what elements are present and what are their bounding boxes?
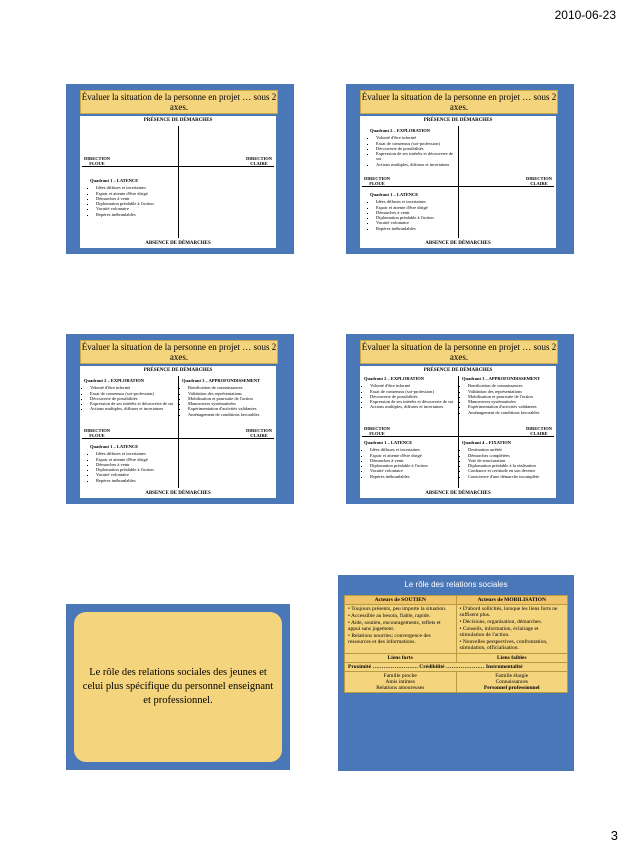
list-item: ▪ Manoeuvres systématisées (468, 399, 554, 404)
slide-2 (346, 84, 574, 254)
list-item: ▪ Vacuité volontaire (370, 468, 454, 473)
page-number: 3 (610, 828, 618, 843)
list-item: ▪ Diplomation préalable à l'action (96, 201, 174, 206)
quadrant-chart (80, 366, 276, 498)
quadrant-list (462, 383, 554, 415)
axis-line: Proximité ……………………. Crédibilité ………………… Instrumentalité (345, 663, 568, 672)
slide-title: Évaluer la situation de la personne en projet … sous 2 axes. (81, 92, 277, 112)
chart-top: PRÉSENCE DE DÉMARCHES (423, 368, 493, 373)
list-item: ▪ Manoeuvres systématisées (188, 401, 274, 406)
quadrant-list (364, 383, 454, 409)
chart-bottom: ABSENCE DE DÉMARCHES (145, 491, 211, 496)
date: 2010-06-23 (554, 8, 616, 22)
list-item: ▪ Validation des représentations (468, 389, 554, 394)
quadrant-exploration (364, 376, 454, 410)
quadrant-list (364, 447, 454, 479)
slide-title-box (80, 340, 278, 364)
liens-forts: Liens forts (345, 654, 457, 663)
list-item: ▪ Essai de consensus (soi-profession) (90, 391, 174, 396)
list-item: ▪ Diplomation préalable à l'action (370, 463, 454, 468)
quadrant-title: Quadrant 1 – LATENCE (364, 440, 413, 445)
slide-1 (66, 84, 294, 254)
quadrant-title: Quadrant 2 – EXPLORATION (364, 376, 425, 381)
quadrant-list (462, 447, 554, 479)
list-item: ▪ Mobilisation et poursuite de l'action (468, 394, 554, 399)
list-item: ▪ Expérimentation d'activités validantes (468, 404, 554, 409)
list-item: ▪ Bonification de connaissances (188, 385, 274, 390)
list-item: ▪ Démarches à venir (376, 210, 454, 215)
quadrant-list (90, 451, 174, 483)
quadrant-latence (90, 178, 174, 217)
quadrant-latence (90, 444, 174, 483)
list-item: ▪ Expérimentation d'activités validantes (188, 406, 274, 411)
list-item: ▪ Actions multiples, diffuses et incertaines (370, 404, 454, 409)
list-item: ▪ Espoir et attente d'être dirigé (96, 191, 174, 196)
list-item: ▪ Idées diffuses et incertaines (96, 451, 174, 456)
list-item: ▪ Actions multiples, diffuses et incertaines (376, 162, 454, 167)
chart-left: DIRECTION FLOUE (363, 176, 390, 186)
list-item: ▪ Découverte de possibilités (90, 396, 174, 401)
chart-top: PRÉSENCE DE DÉMARCHES (143, 368, 213, 373)
soutien-items (345, 605, 457, 654)
chart-left: DIRECTION FLOUE (83, 428, 110, 438)
list-item: ▪ Repères inébranlables (96, 212, 174, 217)
list-item: • Aide, soutien, encouragements, reflets et appui sans jugement. (348, 620, 441, 632)
list-item: ▪ Diplomation préalable à l'action (96, 467, 174, 472)
list-item: • D'abord sollicités, lorsque les liens forts ne suffisent plus. (459, 606, 558, 618)
list-item: ▪ Expression de ses intérêts et découverte de soi (376, 151, 454, 162)
list-item: ▪ Démarches à venir (96, 196, 174, 201)
list-item: ▪ Destination arrêtée (468, 447, 554, 452)
chart-bottom: ABSENCE DE DÉMARCHES (425, 491, 491, 496)
slide-5-text: Le rôle des relations sociales des jeunes et celui plus spécifique du personnel enseignant et professionnel. (74, 612, 282, 762)
slide-6 (338, 575, 574, 771)
list-item: • Toujours présents, peu importe la situation. (348, 606, 447, 612)
slide-title-box (80, 90, 278, 114)
quadrant-title: Quadrant 3 – APPROFONDISSEMENT (462, 376, 541, 381)
quadrant-list (370, 135, 454, 167)
list-item: ▪ Expression de ses intérêts et découverte de soi (90, 401, 174, 406)
relations-title: Le rôle des relations sociales (404, 580, 508, 589)
slide-3 (66, 334, 294, 504)
chart-right: DIRECTION CLAIRE (525, 426, 552, 436)
list-item: ▪ Aménagement de conditions favorables (188, 412, 274, 417)
slide-title: Évaluer la situation de la personne en projet … sous 2 axes. (81, 342, 277, 362)
list-item: ▪ Diplomation préalable à la réalisation (468, 463, 554, 468)
slide-title: Évaluer la situation de la personne en projet … sous 2 axes. (361, 92, 557, 112)
list-item: ▪ Bonification de connaissances (468, 383, 554, 388)
list-item: ▪ Espoir et attente d'être dirigé (96, 457, 174, 462)
quadrant-latence (364, 440, 454, 479)
list-item: ▪ Mobilisation et poursuite de l'action (188, 396, 274, 401)
quadrant-title: Quadrant 3 – APPROFONDISSEMENT (182, 378, 261, 383)
list-item: • Nouvelles perspectives, confrontation, stimulation, officialisation. (459, 639, 548, 651)
list-item: ▪ Diplomation préalable à l'action (376, 215, 454, 220)
soutien-header: Acteurs de SOUTIEN (345, 596, 457, 605)
quadrant-latence (370, 192, 454, 231)
relations-table (344, 595, 568, 693)
quadrant-title: Quadrant 1 – LATENCE (90, 444, 139, 449)
chart-right: DIRECTION CLAIRE (245, 156, 272, 166)
list-item: ▪ Vacuité volontaire (96, 206, 174, 211)
list-item: ▪ Démarches complétées (468, 453, 554, 458)
chart-right: DIRECTION CLAIRE (525, 176, 552, 186)
quadrant-exploration (84, 378, 174, 412)
list-item: ▪ Aménagement de conditions favorables (468, 410, 554, 415)
quadrant-list (84, 385, 174, 411)
chart-top: PRÉSENCE DE DÉMARCHES (423, 118, 493, 123)
quadrant-chart (360, 116, 556, 248)
list-item: ▪ Voie de structuration (468, 458, 554, 463)
liens-faibles: Liens faibles (456, 654, 567, 663)
list-item: ▪ Idées diffuses et incertaines (96, 185, 174, 190)
list-item: ▪ Conscience d'une démarche incomplète (468, 474, 554, 479)
list-item: ▪ Actions multiples, diffuses et incertaines (90, 406, 174, 411)
slide-4 (346, 334, 574, 504)
slide-5 (66, 604, 290, 770)
list-item: • Accessible au besoin, fiable, rapide. (348, 613, 431, 619)
left-bottom: Famille proche Amis intimes Relations amoureuses (345, 672, 457, 693)
quadrant-approfondissement (182, 378, 274, 417)
right-bottom: Famille élargie Connaissances Personnel professionnel (456, 672, 567, 693)
chart-top: PRÉSENCE DE DÉMARCHES (143, 118, 213, 123)
list-item: ▪ Confiance et certitude en son devenir (468, 468, 554, 473)
quadrant-approfondissement (462, 376, 554, 415)
list-item: ▪ Espoir et attente d'être dirigé (376, 205, 454, 210)
quadrant-list (182, 385, 274, 417)
list-item: ▪ Démarches à venir (96, 462, 174, 467)
list-item: ▪ Espoir et attente d'être dirigé (370, 453, 454, 458)
chart-bottom: ABSENCE DE DÉMARCHES (425, 241, 491, 246)
list-item: ▪ Volonté d'être informé (376, 135, 454, 140)
quadrant-title: Quadrant 2 – EXPLORATION (370, 128, 431, 133)
quadrant-exploration (370, 128, 454, 167)
mobilisation-header: Acteurs de MOBILISATION (456, 596, 567, 605)
list-item: ▪ Essai de consensus (soi-profession) (370, 389, 454, 394)
chart-left: DIRECTION FLOUE (363, 426, 390, 436)
list-item: ▪ Expression de ses intérêts et découverte de soi (370, 399, 454, 404)
slide-title-box (360, 90, 558, 114)
quadrant-list (370, 199, 454, 231)
list-item: ▪ Volonté d'être informé (90, 385, 174, 390)
list-item: ▪ Essai de consensus (soi-profession) (376, 141, 454, 146)
chart-bottom: ABSENCE DE DÉMARCHES (145, 241, 211, 246)
list-item: ▪ Découverte de possibilités (370, 394, 454, 399)
list-item: ▪ Idées diffuses et incertaines (376, 199, 454, 204)
list-item: ▪ Démarches à venir (370, 458, 454, 463)
list-item: ▪ Volonté d'être informé (370, 383, 454, 388)
list-item: • Conseils, information, éclairage et stimulation de l'action. (459, 626, 539, 638)
list-item: ▪ Repères inébranlables (370, 474, 454, 479)
quadrant-title: Quadrant 4 – FIXATION (462, 440, 512, 445)
list-item: • Relations nourries; convergence des ressources et des informations. (348, 633, 431, 645)
quadrant-fixation (462, 440, 554, 479)
slide-title: Évaluer la situation de la personne en projet … sous 2 axes. (361, 342, 557, 362)
quadrant-title: Quadrant 1 – LATENCE (90, 178, 139, 183)
list-item: ▪ Repères inébranlables (376, 226, 454, 231)
list-item: ▪ Idées diffuses et incertaines (370, 447, 454, 452)
quadrant-chart (80, 116, 276, 248)
list-item: ▪ Découverte de possibilités (376, 146, 454, 151)
list-item: ▪ Vacuité volontaire (96, 472, 174, 477)
chart-right: DIRECTION CLAIRE (245, 428, 272, 438)
list-item: ▪ Repères inébranlables (96, 478, 174, 483)
list-item: • Décisions, organisation, démarches. (459, 619, 542, 625)
quadrant-title: Quadrant 1 – LATENCE (370, 192, 419, 197)
chart-left: DIRECTION FLOUE (83, 156, 110, 166)
list-item: ▪ Validation des représentations (188, 391, 274, 396)
quadrant-chart (360, 366, 556, 498)
mobilisation-items (456, 605, 567, 654)
quadrant-list (90, 185, 174, 217)
list-item: ▪ Vacuité volontaire (376, 220, 454, 225)
quadrant-title: Quadrant 2 – EXPLORATION (84, 378, 145, 383)
slide-title-box (360, 340, 558, 364)
